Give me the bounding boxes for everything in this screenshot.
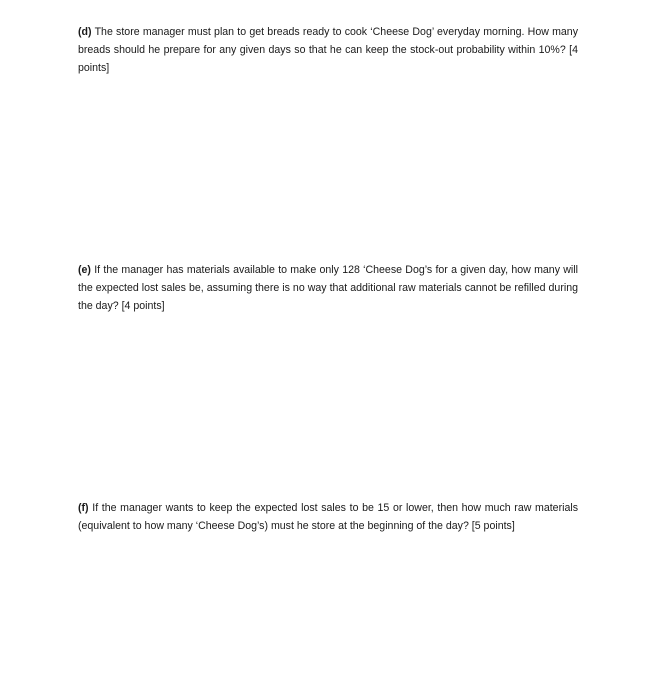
question-d-label: (d)	[78, 25, 92, 38]
question-f-label: (f)	[78, 501, 89, 514]
question-e-label: (e)	[78, 263, 91, 276]
question-d	[78, 23, 578, 77]
question-e-text: If the manager has materials available to make only 128 ‘Cheese Dog’s for a given day, how many will the expected lost sales be, assuming there is no way that additional raw materials cannot be refilled during the day? [4 points]	[78, 263, 578, 312]
question-d-text: The store manager must plan to get breads ready to cook ‘Cheese Dog’ everyday morning. How many breads should he prepare for any given days so that he can keep the stock-out probability within 10%? [4 points]	[78, 25, 578, 74]
question-f-text: If the manager wants to keep the expected lost sales to be 15 or lower, then how much raw materials (equivalent to how many ‘Cheese Dog’s) must he store at the beginning of the day? [5 points]	[78, 501, 578, 532]
question-f	[78, 499, 578, 535]
question-e	[78, 261, 578, 315]
